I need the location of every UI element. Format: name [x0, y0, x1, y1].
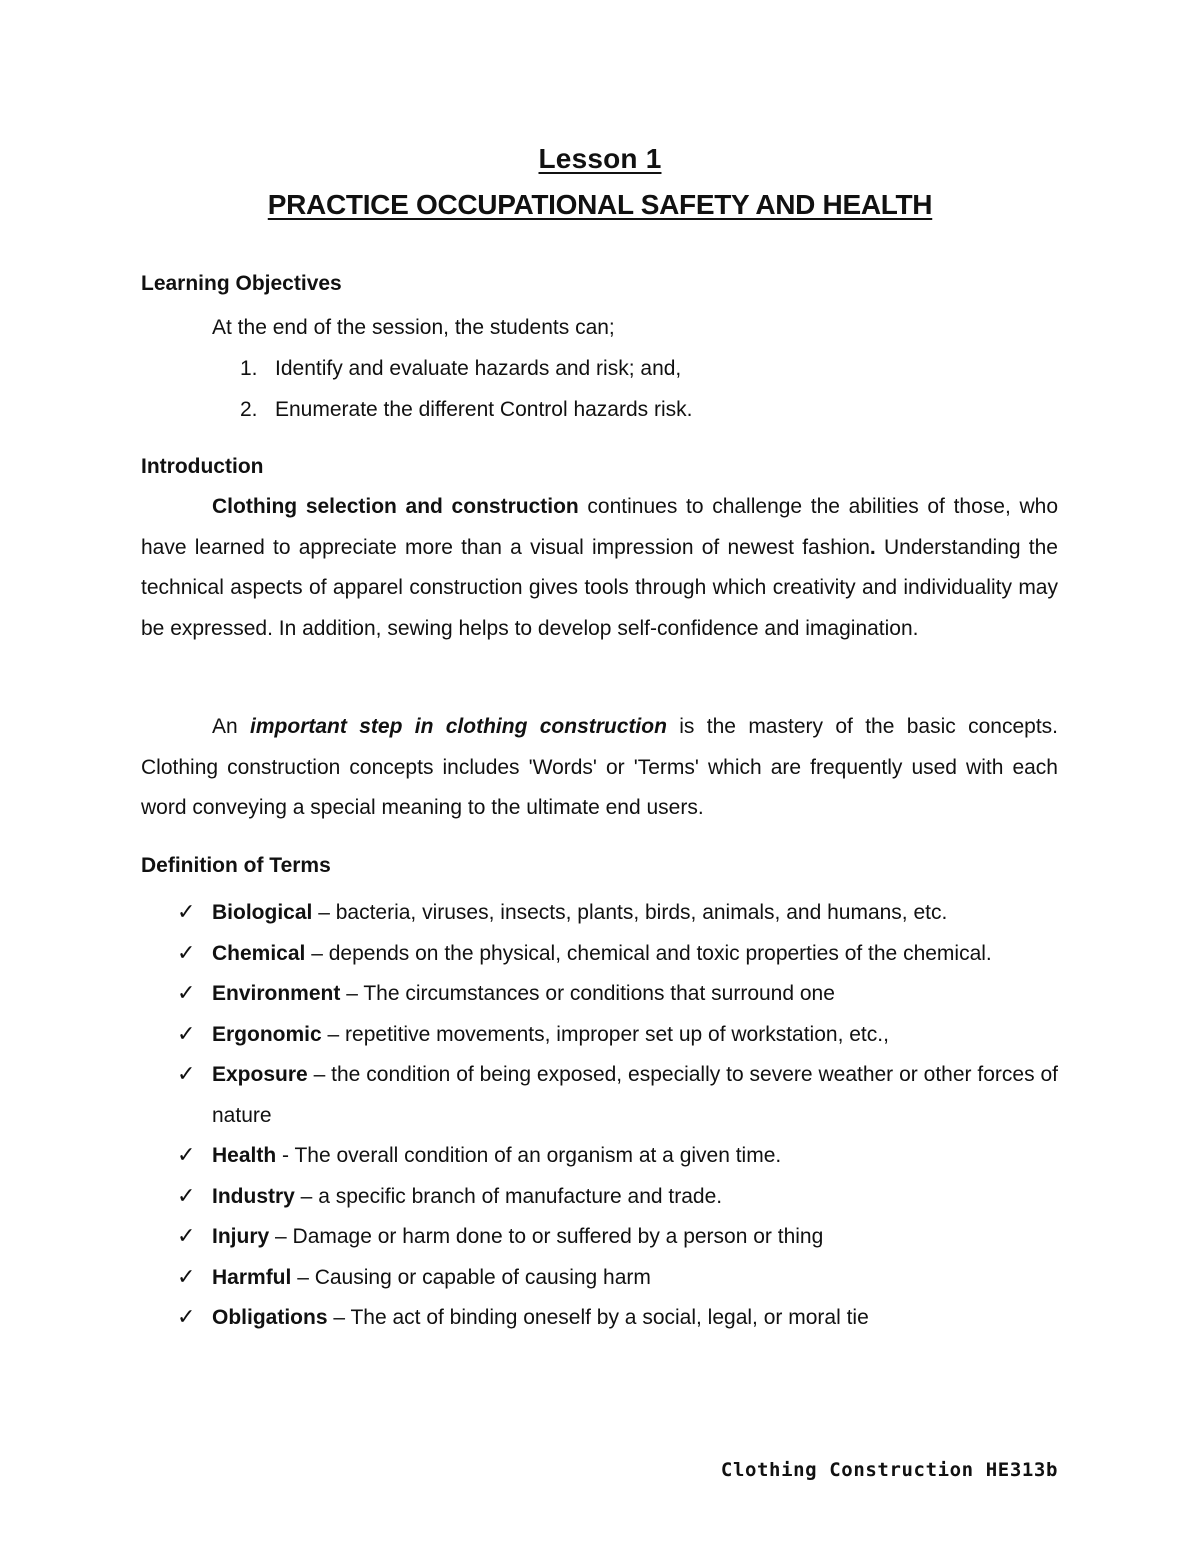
lesson-number: Lesson 1	[538, 143, 662, 174]
objective-number: 2.	[240, 398, 258, 421]
term-word: Injury	[212, 1225, 270, 1248]
checkmark-icon: ✓	[177, 1264, 196, 1290]
intro-period: .	[869, 535, 876, 559]
term-word: Obligations	[212, 1306, 328, 1329]
checkmark-icon: ✓	[177, 1224, 196, 1249]
checkmark-icon: ✓	[177, 1021, 196, 1047]
term-definition: – repetitive movements, improper set up of workstation, etc.,	[321, 1022, 889, 1046]
term-definition: – depends on the physical, chemical and toxic properties of the chemical.	[305, 941, 992, 965]
intro-emphasis-phrase: important step in clothing construction	[250, 715, 667, 738]
intro-text: is the mastery of the basic concepts. Clothing construction concepts includes 'Words' or 'Terms' which are frequently used with each word conveying a special meaning to the ultimate end users.	[141, 715, 1058, 819]
intro-text-tail: Understanding the technical aspects of apparel construction gives tools through which creativity and individuality may be expressed. In addition, sewing helps to develop self-confidence and imagination.	[141, 535, 1058, 640]
list-item	[141, 1015, 1058, 1056]
term-word: Health	[212, 1144, 277, 1167]
list-item	[141, 1217, 1058, 1258]
list-item	[141, 1177, 1058, 1218]
term-word: Exposure	[212, 1063, 308, 1086]
definition-list	[141, 893, 1058, 1339]
list-item	[141, 974, 1058, 1015]
checkmark-icon: ✓	[177, 1183, 196, 1209]
list-item	[141, 1055, 1058, 1136]
intro-bold-phrase: Clothing selection and construction	[212, 495, 579, 518]
page-title: PRACTICE OCCUPATIONAL SAFETY AND HEALTH	[267, 189, 933, 220]
list-item	[141, 1136, 1058, 1177]
intro-paragraph-2	[141, 707, 1058, 829]
term-definition: – a specific branch of manufacture and trade.	[294, 1184, 723, 1208]
intro-text: An	[212, 715, 251, 738]
term-definition: – bacteria, viruses, insects, plants, birds, animals, and humans, etc.	[312, 901, 948, 924]
checkmark-icon: ✓	[177, 1143, 196, 1168]
term-definition: – The circumstances or conditions that surround one	[340, 982, 835, 1005]
term-definition: – Damage or harm done to or suffered by a person or thing	[269, 1225, 824, 1248]
page-footer: Clothing Construction HE313b	[720, 1459, 1058, 1481]
term-word: Chemical	[212, 941, 306, 965]
checkmark-icon: ✓	[177, 1305, 196, 1330]
objective-item: Enumerate the different Control hazards risk.	[275, 398, 693, 421]
list-item	[141, 1258, 1058, 1299]
term-definition: - The overall condition of an organism at a given time.	[276, 1144, 782, 1167]
introduction-heading: Introduction	[141, 455, 264, 478]
checkmark-icon: ✓	[177, 940, 196, 966]
term-word: Environment	[212, 982, 341, 1005]
term-definition: – The act of binding oneself by a social, legal, or moral tie	[327, 1306, 869, 1329]
list-item	[141, 934, 1058, 975]
term-word: Harmful	[212, 1265, 292, 1289]
intro-text: continues to challenge the abilities of those, who have learned to appreciate more than a visual impression of newest fashion	[141, 495, 1058, 559]
objectives-intro: At the end of the session, the students can;	[212, 316, 615, 339]
checkmark-icon: ✓	[177, 981, 196, 1006]
intro-paragraph-1	[141, 487, 1058, 649]
checkmark-icon: ✓	[177, 900, 196, 925]
checkmark-icon: ✓	[177, 1062, 196, 1087]
objective-item: Identify and evaluate hazards and risk; and,	[275, 357, 682, 380]
list-item	[141, 893, 1058, 934]
term-definition: – Causing or capable of causing harm	[291, 1265, 651, 1289]
objectives-heading: Learning Objectives	[141, 272, 342, 295]
term-word: Industry	[212, 1184, 295, 1208]
objective-number: 1.	[240, 357, 258, 380]
list-item	[141, 1298, 1058, 1339]
term-word: Ergonomic	[212, 1022, 322, 1046]
term-definition: – the condition of being exposed, especially to severe weather or other forces of nature	[212, 1063, 1058, 1127]
definitions-heading: Definition of Terms	[141, 854, 331, 877]
term-word: Biological	[212, 901, 313, 924]
